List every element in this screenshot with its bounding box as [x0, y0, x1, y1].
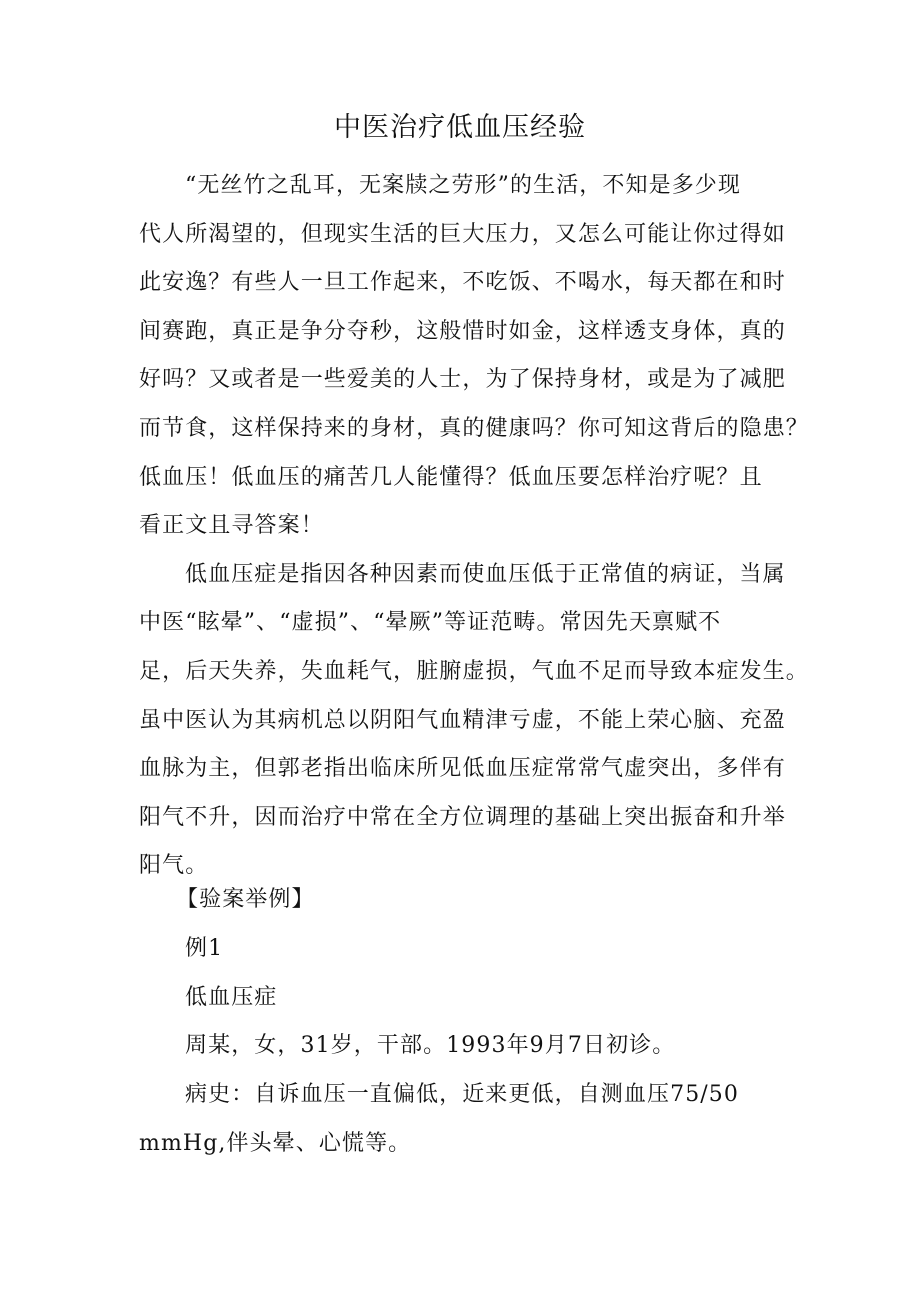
- definition-line: 血脉为主，但郭老指出临床所见低血压症常常气虚突出，多伴有: [139, 756, 786, 782]
- section-heading: 【验案举例】: [176, 887, 315, 912]
- definition-line: 足，后天失养，失血耗气，脏腑虚损，气血不足而导致本症发生。: [139, 658, 809, 684]
- intro-line: “无丝竹之乱耳，无案牍之劳形”的生活，不知是多少现: [185, 173, 741, 198]
- definition-paragraph: [139, 551, 809, 891]
- history-line: mmHg,伴头晕、心慌等。: [139, 1131, 412, 1156]
- intro-line: 此安逸？有些人一旦工作起来，不吃饭、不喝水，每天都在和时: [139, 270, 786, 296]
- history-line: 病史：自诉血压一直偏低，近来更低，自测血压75/50: [185, 1082, 740, 1107]
- intro-paragraph: [139, 162, 809, 551]
- definition-line: 阳气不升，因而治疗中常在全方位调理的基础上突出振奋和升举: [139, 804, 786, 830]
- intro-line: 看正文且寻答案！: [139, 513, 324, 539]
- definition-line: 虽中医认为其病机总以阴阳气血精津亏虚，不能上荣心脑、充盈: [139, 707, 786, 733]
- document-title: 中医治疗低血压经验: [334, 112, 586, 143]
- case-diagnosis: 低血压症: [185, 985, 278, 1010]
- document-body: [139, 162, 809, 891]
- intro-line: 低血压！低血压的痛苦几人能懂得？低血压要怎样治疗呢？且: [139, 464, 763, 490]
- intro-line: 代人所渴望的，但现实生活的巨大压力，又怎么可能让你过得如: [139, 221, 786, 247]
- case-label: 例1: [185, 936, 224, 961]
- intro-line: 好吗？又或者是一些爱美的人士，为了保持身材，或是为了减肥: [139, 367, 786, 393]
- intro-line: 间赛跑，真正是争分夺秒，这般惜时如金，这样透支身体，真的: [139, 318, 786, 344]
- definition-line: 低血压症是指因各种因素而使血压低于正常值的病证，当属: [185, 561, 786, 587]
- patient-info: 周某，女，31岁，干部。1993年9月7日初诊。: [185, 1033, 676, 1058]
- definition-line: 中医“眩晕”、“虚损”、“晕厥”等证范畴。常因先天禀赋不: [139, 610, 722, 636]
- intro-line: 而节食，这样保持来的身材，真的健康吗？你可知这背后的隐患？: [139, 415, 809, 441]
- definition-line: 阳气。: [139, 853, 209, 879]
